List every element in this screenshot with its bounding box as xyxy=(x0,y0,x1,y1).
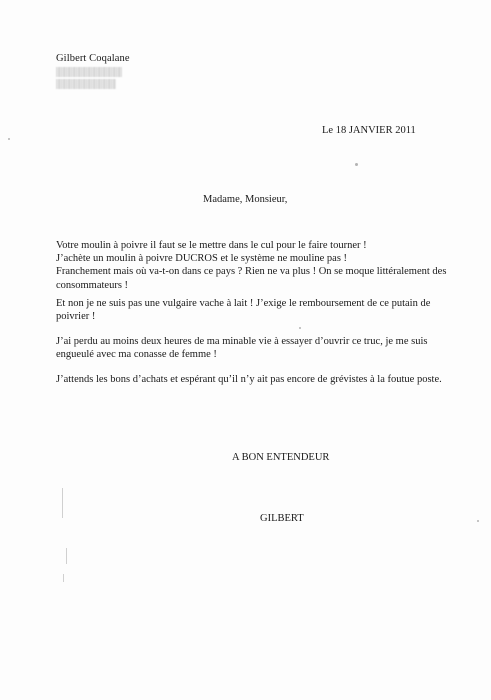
paragraph-4 xyxy=(56,373,448,386)
paragraph-line: J’ai perdu au moins deux heures de ma minable vie à essayer d’ouvrir ce truc, je me suis xyxy=(56,336,428,347)
paragraph-line: consommateurs ! xyxy=(56,279,129,291)
letter-date: Le 18 JANVIER 2011 xyxy=(322,125,416,136)
scan-speck xyxy=(477,520,479,522)
paragraph-line: Votre moulin à poivre il faut se le mettre dans le cul pour le faire tourner ! xyxy=(56,240,367,251)
signature: GILBERT xyxy=(260,513,304,524)
paragraph-line: Et non je ne suis pas une vulgaire vache à lait ! J’exige le remboursement de ce putain de xyxy=(56,298,431,309)
paragraph-line: J’achète un moulin à poivre DUCROS et le système ne mouline pas ! xyxy=(56,253,348,265)
scan-streak xyxy=(62,488,63,518)
paragraph-3 xyxy=(56,335,448,361)
scan-speck xyxy=(355,163,358,166)
scan-streak xyxy=(63,574,64,582)
sender-name: Gilbert Coqalane xyxy=(56,53,130,64)
paragraph-line: poivrier ! xyxy=(56,311,96,323)
scan-streak xyxy=(66,548,67,564)
scan-speck xyxy=(299,327,301,329)
redacted-address-line-1 xyxy=(56,67,122,77)
paragraph-line: J’attends les bons d’achats et espérant qu’il n’y ait pas encore de grévistes à la foutue poste. xyxy=(56,374,442,385)
redacted-address-line-2 xyxy=(56,79,116,89)
paragraph-1 xyxy=(56,239,448,292)
closing-line: A BON ENTENDEUR xyxy=(232,452,330,463)
paragraph-2 xyxy=(56,297,448,323)
paragraph-line: engueulé avec ma conasse de femme ! xyxy=(56,349,217,361)
scan-speck xyxy=(8,138,10,140)
salutation: Madame, Monsieur, xyxy=(203,194,288,205)
paragraph-line: Franchement mais où va-t-on dans ce pays ? Rien ne va plus ! On se moque littéralement des xyxy=(56,266,447,278)
